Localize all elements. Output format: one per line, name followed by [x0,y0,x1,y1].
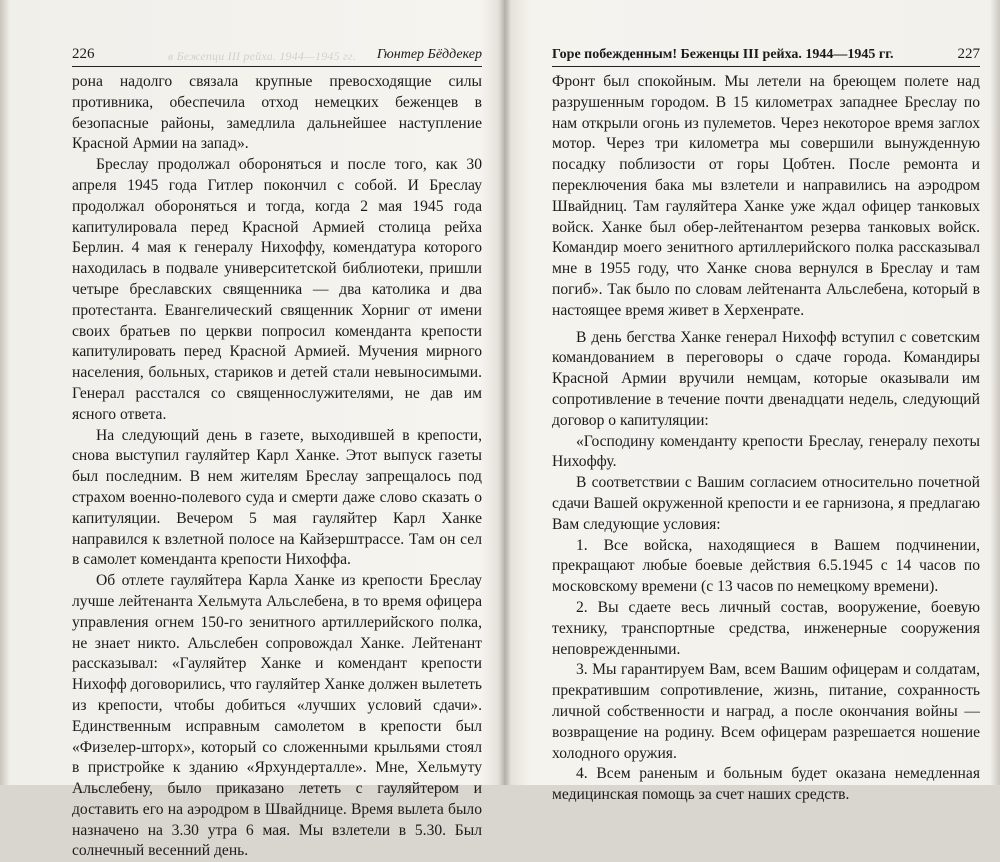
left-page-body [72,72,482,862]
paragraph: Об отлете гауляйтера Карла Ханке из крепости Бреслау лучше лейтенанта Хельмута Альслебена, в то время офицера управления огнем 150-го зенитного артиллерийского полка, не знает никто. Альслебен сопровождал Ханке. Лейтенант рассказывал: «Гауляйтер Ханке и комендант крепости Нихофф договорились, что гауляйтер Ханке должен вылететь из крепости, чтобы добиться «лучших условий сдачи». Единственным исправным самолетом в крепости был «Физелер-шторх», который со сложенными крыльями стоял в пристройке к зданию «Ярхундерталле». Мне, Хельмуту Альслебену, было приказано лететь с гауляйтером и доставить его на аэродром в Швайднице. Время вылета было назначено на 3.30 утра 6 мая. Мы взлетели в 5.30. Был солнечный весенний день. [72,572,482,860]
paragraph: рона надолго связала крупные превосходящие силы противника, обеспечила отход немецких беженцев в безопасные районы, замедлила дальнейшее наступление Красной Армии на запад». [72,73,482,153]
paragraph: 3. Мы гарантируем Вам, всем Вашим офицерам и солдатам, прекратившим сопротивление, жизнь, питание, сохранность личной собственности и наград, а после окончания войны — возвращение на родину. Всем офицерам разрешается ношение холодного оружия. [552,661,980,762]
bleed-through-text: в Бежепци III рейха. 1944—1945 гг. [168,49,356,63]
right-page-body [552,72,980,806]
page-number: 226 [72,46,95,62]
paragraph: «Господину коменданту крепости Бреслау, генералу пехоты Нихоффу. [552,432,980,471]
right-page-header [552,44,980,67]
paragraph: На следующий день в газете, выходившей в крепости, снова выступил гауляйтер Карл Ханке. Этот выпуск газеты был последним. В нем жителям Бреслау запрещалось под страхом военно-полевого суда и смерти даже слово сказать о капитуляции. Вечером 5 мая гауляйтер Карл Ханке направился к взлетной полосе на Кайзерштрассе. Там он сел в самолет коменданта крепости Нихоффа. [72,426,482,569]
paragraph: В день бегства Ханке генерал Нихофф вступил с советским командованием в переговоры о сдаче города. Командиры Красной Армии вручили немцам, которые оказывали им сопротивление в течение почти двенадцати недель, следующий договор о капитуляции: [552,328,980,429]
paragraph: 2. Вы сдаете весь личный состав, вооружение, боевую технику, транспортные средства, инженерные сооружения неповрежденными. [552,598,980,658]
right-page [511,0,1000,804]
left-page [0,0,497,860]
paragraph: 1. Все войска, находящиеся в Вашем подчинении, прекращают любые боевые действия 6.5.1945 с 14 часов по московскому времени (с 13 часов по немецкому времени). [552,536,980,596]
paragraph: В соответствии с Вашим согласием относительно почетной сдачи Вашей окруженной крепости и ее гарнизона, я предлагаю Вам следующие условия: [552,474,980,533]
running-head: Горе побежденным! Беженцы III рейха. 1944—1945 гг. [552,47,894,62]
running-head: Гюнтер Бёддекер [376,47,482,62]
book-gutter [497,0,511,785]
page-number: 227 [957,46,980,62]
paragraph: 4. Всем раненым и больным будет оказана немедленная медицинская помощь за счет наших средств. [552,765,980,804]
paragraph: Фронт был спокойным. Мы летели на бреющем полете над разрушенным городом. В 15 километрах западнее Бреслау по нам открыли огонь из пулеметов. Через некоторое время заглох мотор. Через три километра мы совершили вынужденную посадку поблизости от горы Цобтен. После ремонта и переключения бака мы взлетели и направились на аэродром Швайдниц. Там гауляйтера Ханке уже ждал офицер танковых войск. Ханке был обер-лейтенантом резерва танковых войск. Командир моего зенитного артиллерийского полка рассказывал мне в 1955 году, что Ханке снова вернулся в Бреслау и там погиб». Так было по словам лейтенанта Альслебена, который в настоящее время живет в Херхенрате. [552,73,980,319]
paragraph: Бреслау продолжал обороняться и после того, как 30 апреля 1945 года Гитлер покончил с собой. И Бреслау продолжал обороняться и тогда, когда 2 мая 1945 года капитулировала перед Красной Армией столица рейха Берлин. 4 мая к генералу Нихоффу, комендатура которого находилась в подвале университетской библиотеки, пришли четыре бреславских священника — два католика и два протестанта. Евангелический священник Хорниг от имени своих братьев по церкви попросил коменданта крепости капитулировать перед Красной Армией. Мучения мирного населения, больных, стариков и детей стали невыносимыми. Генерал расстался со священнослужителями, не дав им ясного ответа. [72,156,482,423]
